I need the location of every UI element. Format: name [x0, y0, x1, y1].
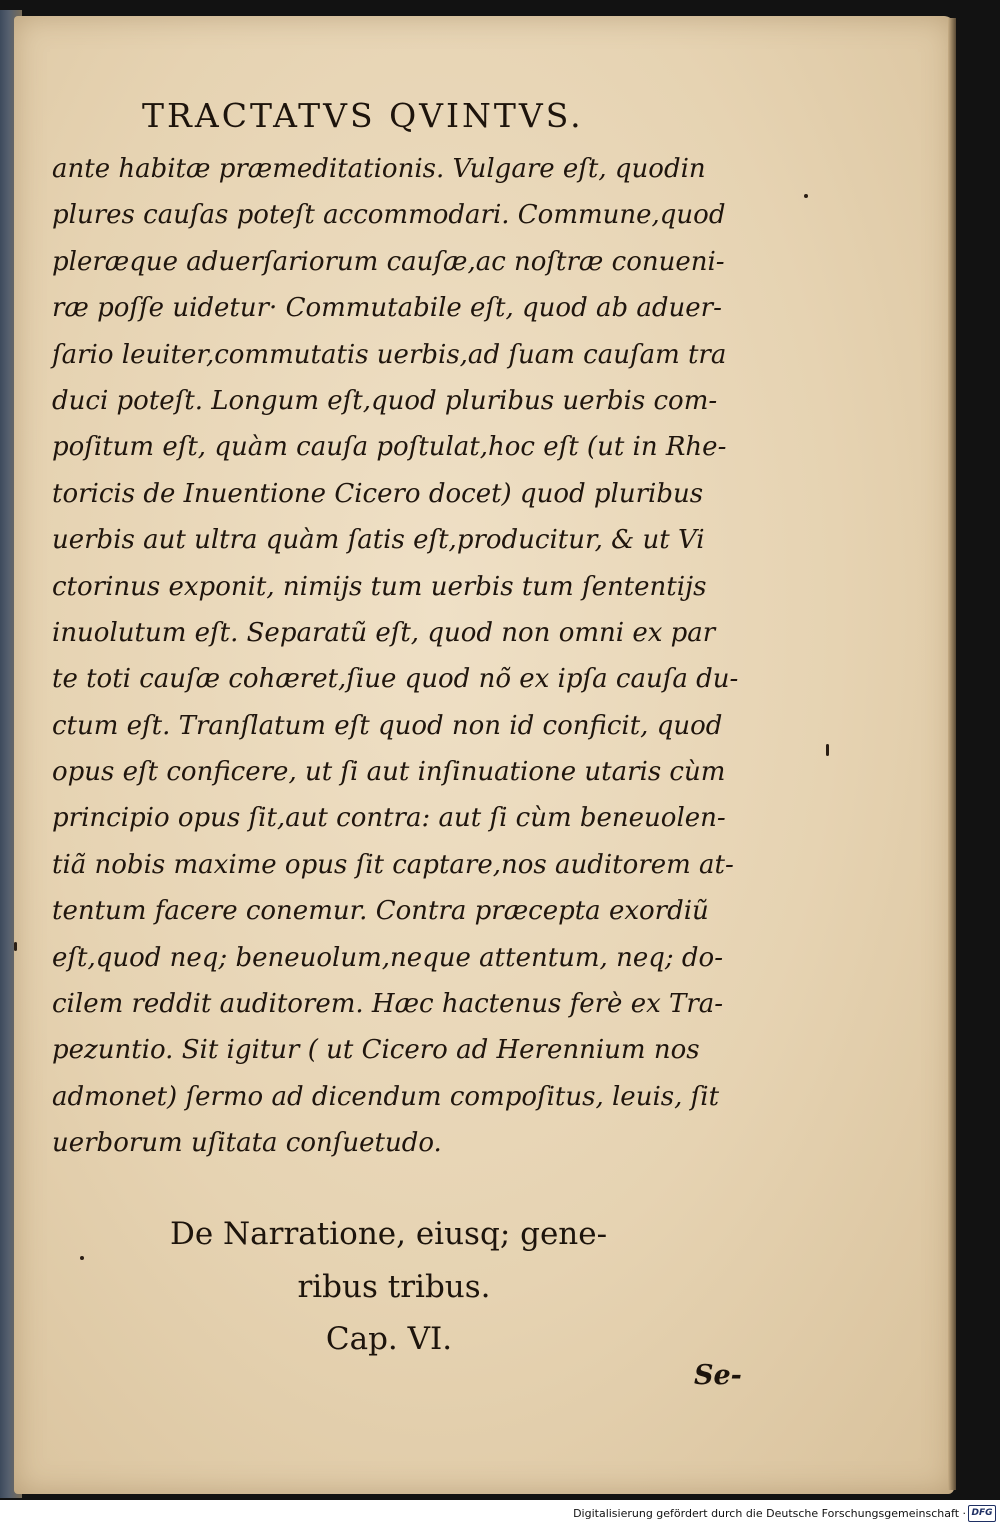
catchword: Se- — [694, 1360, 742, 1391]
page-right-edge — [948, 18, 956, 1490]
ink-fleck — [14, 942, 17, 951]
chapter-heading-line-2: ribus tribus. — [297, 1269, 491, 1305]
book-page — [14, 16, 954, 1494]
text-line: pleræque aduerſariorum cauſæ,ac noſtræ conueni- — [52, 246, 725, 277]
text-line: ctum eſt. Tranſlatum eſt quod non id conficit, quod — [52, 710, 723, 741]
text-line: te toti cauſæ cohæret,ſiue quod nõ ex ipſa cauſa du- — [52, 664, 739, 695]
text-line: duci poteſt. Longum eſt,quod pluribus uerbis com- — [52, 385, 718, 416]
text-line: admonet) ſermo ad dicendum compoſitus, leuis, ſit — [52, 1081, 720, 1112]
text-line: toricis de Inuentione Cicero docet) quod pluribus — [52, 478, 704, 509]
funding-note: Digitalisierung gefördert durch die Deutsche Forschungsgemeinschaft · — [573, 1507, 966, 1520]
body-text — [52, 146, 752, 1167]
text-line: ante habitæ præmeditationis. Vulgare eſt, quodin — [52, 154, 706, 184]
text-line: eſt,quod neq; beneuolum,neque attentum, neq; do- — [52, 942, 723, 973]
ink-fleck — [804, 194, 808, 198]
dfg-logo: DFG — [968, 1505, 996, 1522]
ink-fleck — [80, 1256, 84, 1260]
chapter-heading-line-1: De Narratione, eiusq; gene- — [170, 1216, 608, 1252]
text-line: ſario leuiter,commutatis uerbis,ad ſuam cauſam tra — [52, 339, 727, 370]
text-line: ræ poſſe uidetur· Commutabile eſt, quod ab aduer- — [52, 293, 722, 324]
text-line: inuolutum eſt. Separatũ eſt, quod non omni ex par — [52, 617, 716, 648]
text-line: uerbis aut ultra quàm ſatis eſt,producitur, & ut Vi — [52, 525, 705, 556]
text-line: poſitum eſt, quàm cauſa poſtulat,hoc eſt (ut in Rhe- — [52, 432, 727, 463]
chapter-number: Cap. VI. — [325, 1321, 453, 1357]
text-line: opus eſt conficere, ut ſi aut inſinuatione utaris cùm — [52, 757, 726, 788]
text-line: plures cauſas poteſt accommodari. Commune,quod — [52, 200, 726, 231]
text-line: cilem reddit auditorem. Hæc hactenus ferè ex Tra- — [52, 989, 724, 1020]
text-line: tiã nobis maxime opus ſit captare,nos auditorem at- — [52, 849, 734, 880]
text-line: tentum facere conemur. Contra præcepta exordiũ — [52, 896, 709, 927]
ink-fleck — [826, 744, 829, 756]
text-line: uerborum uſitata conſuetudo. — [52, 1128, 442, 1159]
text-line: pezuntio. Sit igitur ( ut Cicero ad Herennium nos — [52, 1035, 700, 1066]
text-line: ctorinus exponit, nimijs tum uerbis tum ſententijs — [52, 571, 707, 602]
running-head: TRACTATVS QVINTVS. — [142, 96, 584, 135]
text-line: principio opus ſit,aut contra: aut ſi cùm beneuolen- — [52, 803, 726, 834]
